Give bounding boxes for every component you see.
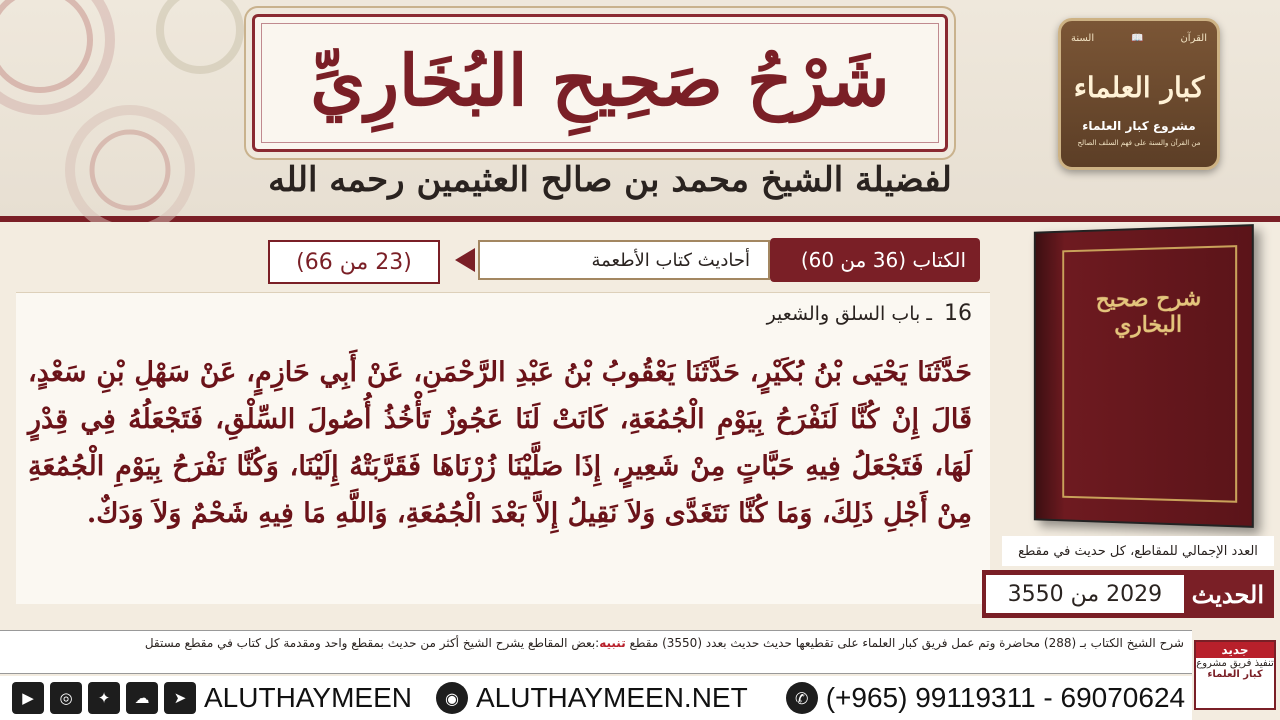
- chapter-title: ـ باب السلق والشعير: [766, 303, 932, 325]
- hadith-counter-value: 2029 من 3550: [986, 575, 1184, 613]
- title-frame: [252, 14, 948, 152]
- footer-bar: [0, 676, 1192, 720]
- hadith-counter-label: الحديث: [1191, 579, 1264, 609]
- notice-ticker: [0, 630, 1192, 674]
- soundcloud-icon[interactable]: ☁: [126, 682, 158, 714]
- chapter-heading: [767, 301, 972, 326]
- globe-icon: ◉: [436, 682, 468, 714]
- website-text[interactable]: ALUTHAYMEEN.NET: [475, 682, 748, 713]
- book-cover-image: [1034, 224, 1254, 528]
- new-badge: [1194, 640, 1276, 710]
- ticker-text-before: شرح الشيخ الكتاب بـ (288) محاضرة وتم عمل فريق كبار العلماء على تقطيعها حديث حديث بعدد (3550) مقطع: [629, 636, 1184, 650]
- badge-line2: كبار العلماء: [1207, 669, 1263, 680]
- arrow-left-icon: [455, 248, 475, 272]
- hadith-panel: [16, 292, 990, 604]
- ticker-text-after: :بعض المقاطع يشرح الشيخ أكثر من حديث بمقطع واحد ومقدمة كل كتاب في مقطع مستقل: [144, 636, 600, 650]
- chapter-number: 16: [944, 301, 972, 326]
- logo-right-label: القرآن: [1180, 33, 1207, 44]
- book-icon: 📖: [1131, 33, 1144, 44]
- badge-line1: تنفيذ فريق مشروع: [1196, 658, 1274, 669]
- logo-name: كبار العلماء: [1073, 71, 1205, 104]
- social-links: [12, 682, 196, 714]
- site-logo: [1058, 18, 1220, 170]
- instagram-icon[interactable]: ◎: [50, 682, 82, 714]
- page-title: شَرْحُ صَحِيحِ البُخَارِيِّ: [310, 39, 890, 122]
- ticker-highlight: تنبيه: [599, 636, 626, 650]
- part-counter: (23 من 66): [268, 240, 440, 284]
- phone-icon: ✆: [786, 682, 818, 714]
- phone-numbers[interactable]: (+965) 99119311 - 69070624: [825, 682, 1186, 713]
- ornament-decoration: [0, 0, 260, 222]
- section-tab: أحاديث كتاب الأطعمة: [478, 240, 770, 280]
- logo-tagline: من القرآن والسنة على فهم السلف الصالح: [1077, 139, 1201, 147]
- total-label: العدد الإجمالي للمقاطع، كل حديث في مقطع: [1002, 536, 1274, 566]
- book-tab: الكتاب (36 من 60): [770, 238, 980, 282]
- logo-subtitle: مشروع كبار العلماء: [1082, 119, 1196, 133]
- sheikh-name: لفضيلة الشيخ محمد بن صالح العثيمين رحمه الله: [268, 160, 952, 200]
- website-link[interactable]: [436, 682, 748, 714]
- telegram-icon[interactable]: ➤: [164, 682, 196, 714]
- hadith-counter: [982, 570, 1274, 618]
- social-handle[interactable]: ALUTHAYMEEN: [204, 682, 412, 713]
- header: [0, 0, 1280, 222]
- logo-left-label: السنة: [1071, 33, 1095, 44]
- book-cover-title: شرح صحيح البخاري: [1095, 284, 1202, 339]
- twitter-icon[interactable]: ✦: [88, 682, 120, 714]
- youtube-icon[interactable]: ▶: [12, 682, 44, 714]
- hadith-text: حَدَّثَنَا يَحْيَى بْنُ بُكَيْرٍ، حَدَّثَنَا يَعْقُوبُ بْنُ عَبْدِ الرَّحْمَنِ، عَنْ أَبِي حَازِمٍ، عَنْ سَهْلِ بْنِ سَعْدٍ، قَالَ إِنْ كُنَّا لَنَفْرَحُ بِيَوْمِ الْجُمُعَةِ، كَانَتْ لَنَا عَجُوزٌ تَأْخُذُ أُصُولَ السِّلْقِ، فَتَجْعَلُهُ فِي قِدْرٍ لَهَا، فَتَجْعَلُ فِيهِ حَبَّاتٍ مِنْ شَعِيرٍ، إِذَا صَلَّيْنَا زُرْنَاهَا فَقَرَّبَتْهُ إِلَيْنَا، وَكُنَّا نَفْرَحُ بِيَوْمِ الْجُمُعَةِ مِنْ أَجْلِ ذَلِكَ، وَمَا كُنَّا نَتَغَدَّى وَلاَ نَقِيلُ إِلاَّ بَعْدَ الْجُمُعَةِ، وَاللَّهِ مَا فِيهِ شَحْمٌ وَلاَ وَدَكٌ.: [28, 357, 972, 529]
- phone-contact[interactable]: [786, 682, 1185, 714]
- new-tag: جديد: [1196, 642, 1274, 658]
